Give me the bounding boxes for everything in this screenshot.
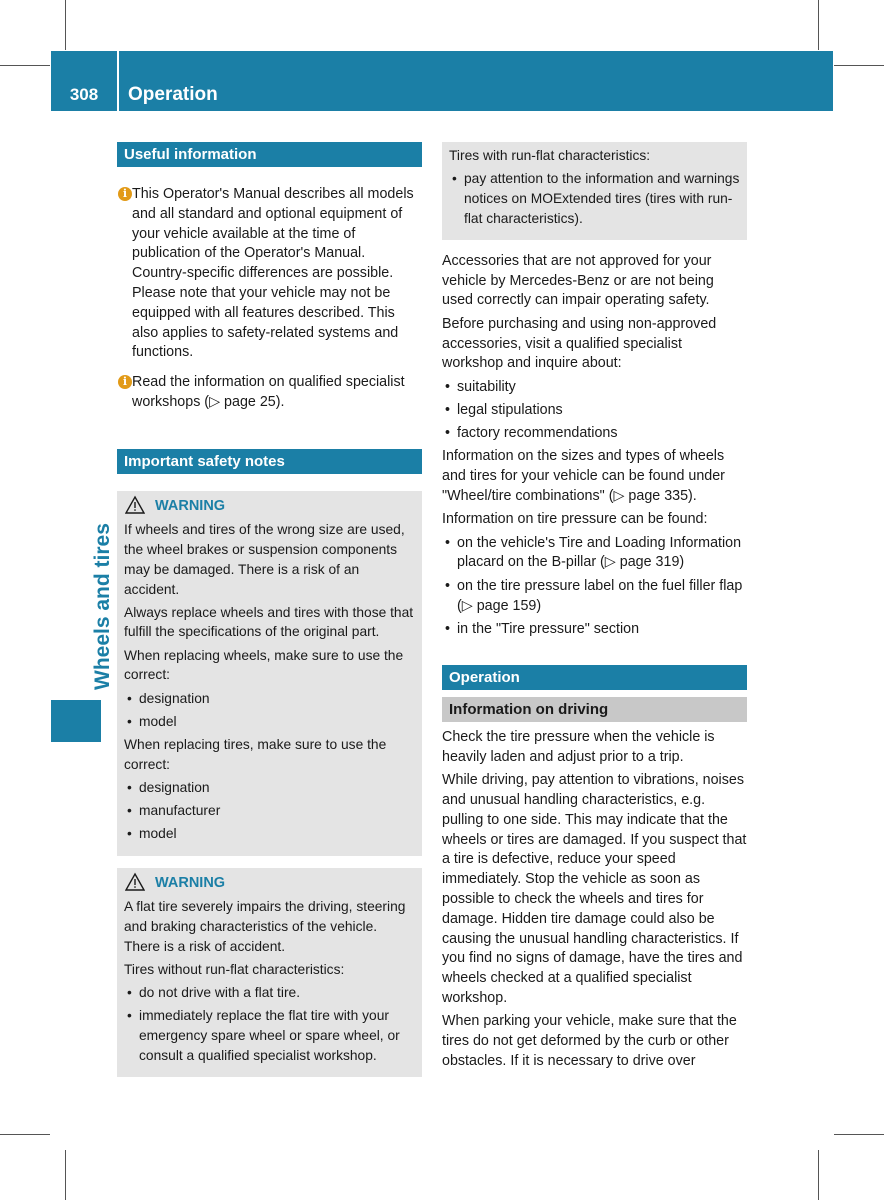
warning-text: Tires without run-flat characteristics:: [124, 961, 345, 977]
list-item: • model: [124, 712, 415, 732]
list-item: • immediately replace the flat tire with your emergency spare wheel or spare wheel, or consult a qualified specialist workshop.: [124, 1006, 415, 1065]
list-item: • designation: [124, 778, 415, 798]
page-number: 308: [69, 85, 99, 104]
body-text: Accessories that are not approved for your vehicle by Mercedes-Benz or are not being used correctly can impair operating safety.: [442, 252, 714, 309]
warning-label: WARNING: [155, 874, 226, 891]
warning-text: Always replace wheels and tires with those that fulfill the specifications of the original part.: [124, 604, 414, 640]
body-text: Before purchasing and using non-approved accessories, visit a qualified specialist workshop and inquire about:: [442, 315, 717, 372]
warning-title: [124, 874, 415, 894]
left-column: [117, 142, 422, 1077]
crop-mark: [65, 1150, 66, 1200]
warning-triangle-icon: [125, 495, 145, 515]
crop-mark: [834, 65, 884, 66]
list-item: • designation: [124, 689, 415, 709]
list-item: • on the tire pressure label on the fuel filler flap (▷ page 159): [442, 577, 747, 617]
side-tab: [51, 700, 101, 742]
box-text: Tires with run-flat characteristics:: [449, 148, 651, 163]
safety-notes-heading: Important safety notes: [117, 449, 422, 474]
crop-mark: [818, 1150, 819, 1200]
info-text: This Operator's Manual describes all models and all standard and optional equipment of your vehicle available at the time of publication of the Operator's Manual. Country-specific differences are possible. Please note that your vehicle may not be equipped with all features described. This also applies to safety-related systems and functions.: [132, 186, 414, 361]
warning-text: A flat tire severely impairs the driving, steering and braking characteristics of the vehicle. There is a risk of accident.: [124, 899, 406, 954]
runflat-box: [442, 142, 747, 240]
info-icon: i: [118, 375, 132, 389]
crop-mark: [834, 1134, 884, 1135]
side-tab-label: Wheels and tires: [91, 523, 114, 690]
list-item: • do not drive with a flat tire.: [124, 983, 415, 1003]
header-divider: [117, 51, 119, 111]
operation-heading: Operation: [442, 665, 747, 690]
crop-mark: [65, 0, 66, 50]
warning-text: If wheels and tires of the wrong size are used, the wheel brakes or suspension components may be damaged. There is a risk of an accident.: [124, 522, 405, 597]
warning-box: [117, 868, 422, 1077]
body-text: While driving, pay attention to vibrations, noises and unusual handling characteristics, e.g. pulling to one side. This may indicate that the wheels or tires are damaged. If you suspect that a tire is defective, reduce your speed immediately. Stop the vehicle as soon as possible to check the wheels and tires for damage. Hidden tire damage could also be causing the unusual handling characteristics. If you find no signs of damage, have the tires and wheels checked at a qualified specialist workshop.: [442, 772, 747, 1007]
warning-label: WARNING: [155, 497, 226, 514]
body-text: Information on tire pressure can be found:: [442, 511, 708, 528]
list-item: • legal stipulations: [442, 401, 747, 421]
warning-text: When replacing tires, make sure to use the correct:: [124, 737, 387, 772]
info-icon: i: [118, 187, 132, 201]
useful-info-heading: Useful information: [117, 142, 422, 167]
warning-text: When replacing wheels, make sure to use the correct:: [124, 647, 404, 683]
body-text: Check the tire pressure when the vehicle is heavily laden and adjust prior to a trip.: [442, 729, 715, 765]
warning-box: [117, 491, 422, 856]
list-item: • pay attention to the information and warnings notices on MOExtended tires (tires with run-flat characteristics).: [449, 169, 740, 228]
body-text: When parking your vehicle, make sure that the tires do not get deformed by the curb or other obstacles. If it is necessary to drive over: [442, 1013, 737, 1069]
list-item: • suitability: [442, 378, 747, 398]
crop-mark: [0, 1134, 50, 1135]
info-note: [117, 373, 422, 413]
crop-mark: [0, 65, 50, 66]
crop-mark: [818, 0, 819, 50]
right-column: [442, 142, 747, 1075]
info-note: [117, 185, 422, 363]
list-item: • manufacturer: [124, 801, 415, 821]
info-text: Read the information on qualified specialist workshops (▷ page 25).: [132, 374, 405, 410]
list-item: • model: [124, 824, 415, 844]
list-item: • on the vehicle's Tire and Loading Information placard on the B-pillar (▷ page 319): [442, 534, 747, 574]
driving-subheading: Information on driving: [442, 697, 747, 722]
list-item: • in the "Tire pressure" section: [442, 620, 747, 640]
body-text: Information on the sizes and types of wheels and tires for your vehicle can be found under "Wheel/tire combinations" (▷ page 335).: [442, 448, 725, 505]
warning-title: [124, 497, 415, 517]
list-item: • factory recommendations: [442, 424, 747, 444]
section-title: Operation: [128, 84, 218, 105]
warning-triangle-icon: [125, 872, 145, 892]
